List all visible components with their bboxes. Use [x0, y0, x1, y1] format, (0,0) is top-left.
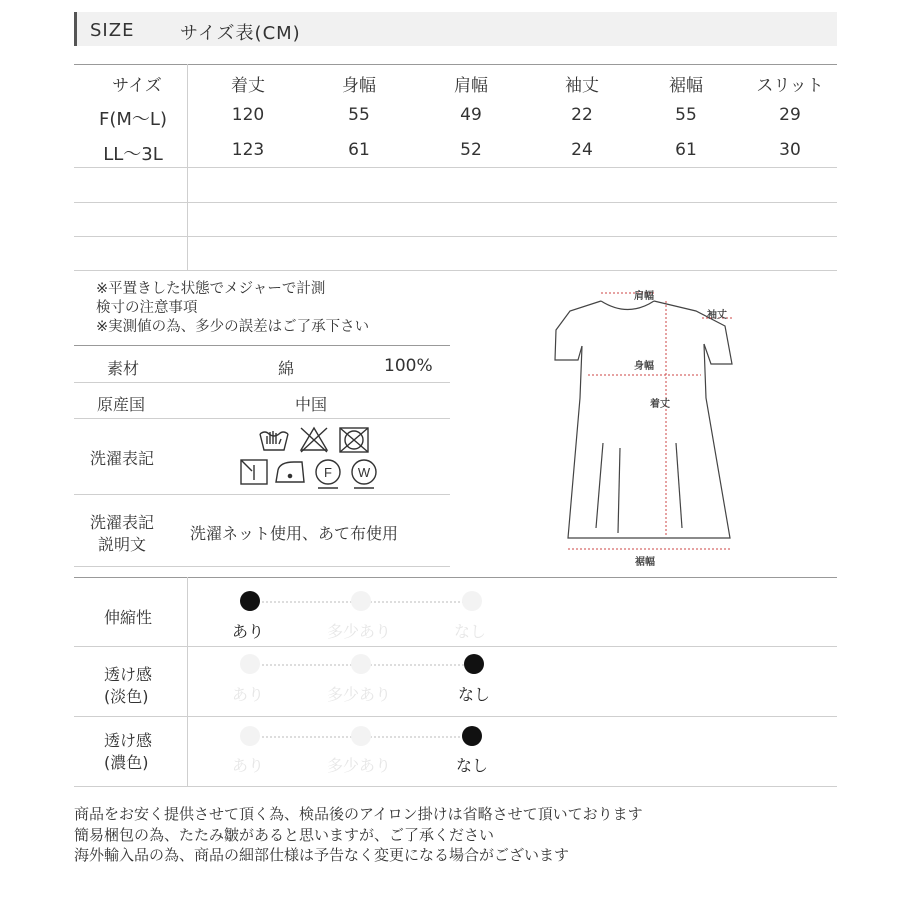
no-tumble-dry-icon [340, 428, 368, 452]
header-accent [74, 12, 77, 46]
footer-note: 海外輸入品の為、商品の細部仕様は予告なく変更になる場合がございます [74, 846, 570, 864]
table-header: 身幅 [342, 76, 376, 96]
material-percent: 100% [384, 356, 433, 376]
scale-dot [351, 654, 371, 674]
iron-low-icon [276, 462, 304, 482]
measurement-note: 検寸の注意事項 [96, 300, 198, 316]
care-desc-label: 洗濯表記 [90, 513, 155, 532]
scale-dot [351, 726, 371, 746]
length-label: 着丈 [650, 399, 670, 410]
table-cell: 29 [779, 105, 801, 125]
care-icons-row-2 [238, 456, 388, 492]
table-cell: 49 [460, 105, 482, 125]
scales-top-border [74, 577, 837, 578]
scales-divider [74, 716, 837, 717]
scale-option: あり [231, 685, 264, 704]
info-divider [74, 382, 450, 383]
info-divider [74, 418, 450, 419]
table-cell: 30 [779, 140, 801, 160]
stretch-label: 伸縮性 [104, 608, 153, 627]
table-divider [74, 167, 837, 168]
scale-option-selected: あり [231, 622, 264, 641]
page-title: SIZE [90, 20, 135, 41]
table-cell: 55 [348, 105, 370, 125]
scale-option: 多少あり [326, 685, 391, 704]
table-cell: 22 [571, 105, 593, 125]
page-subtitle: サイズ表(CM) [180, 23, 301, 44]
care-desc-value: 洗濯ネット使用、あて布使用 [190, 524, 399, 543]
scale-dot-selected [462, 726, 482, 746]
sleeve-length-label: 袖丈 [707, 310, 727, 321]
table-cell: 61 [348, 140, 370, 160]
scales-divider [74, 646, 837, 647]
table-cell: 52 [460, 140, 482, 160]
origin-value: 中国 [295, 395, 328, 414]
scale-dot-selected [464, 654, 484, 674]
scale-dot [240, 726, 260, 746]
table-header: 裾幅 [669, 76, 703, 96]
table-header: スリット [756, 76, 824, 96]
measurement-lines [568, 293, 732, 549]
table-cell: 24 [571, 140, 593, 160]
material-value: 綿 [278, 359, 295, 378]
footer-note: 簡易梱包の為、たたみ皺があると思いますが、ご了承ください [74, 826, 495, 844]
scale-option: 多少あり [326, 622, 391, 641]
scale-dot-selected [240, 591, 260, 611]
scales-column-divider [187, 577, 188, 786]
measurement-note: ※実測値の為、多少の誤差はご了承下さい [96, 319, 370, 335]
garment-diagram [548, 278, 748, 568]
origin-label: 原産国 [97, 395, 146, 414]
scale-option-selected: なし [457, 685, 490, 704]
no-bleach-icon [301, 428, 327, 452]
table-header: 肩幅 [454, 76, 488, 96]
sheer-light-label: 透け感 [104, 665, 153, 684]
scales-divider [74, 786, 837, 787]
scale-option: 多少あり [326, 756, 391, 775]
table-header: サイズ [112, 76, 162, 96]
info-top-border [74, 345, 450, 346]
table-cell: F(M～L) [99, 109, 167, 130]
scale-option: なし [453, 622, 486, 641]
wet-clean-letter: W [357, 465, 371, 480]
sheer-dark-label: 透け感 [104, 731, 153, 750]
scale-dot [240, 654, 260, 674]
table-divider [74, 236, 837, 237]
sheer-light-sublabel: (淡色) [104, 687, 149, 706]
dry-clean-letter: F [324, 465, 332, 480]
table-cell: 55 [675, 105, 697, 125]
care-desc-label: 説明文 [98, 535, 147, 554]
material-label: 素材 [107, 359, 140, 378]
table-cell: 123 [231, 140, 265, 160]
footer-note: 商品をお安く提供させて頂く為、検品後のアイロン掛けは省略させて頂いております [74, 805, 643, 823]
table-top-border [74, 64, 837, 65]
scale-dot [351, 591, 371, 611]
table-column-divider [187, 64, 188, 270]
table-cell: LL～3L [103, 144, 163, 165]
shoulder-width-label: 肩幅 [634, 291, 654, 302]
dress-outline [555, 301, 732, 538]
line-dry-shade-icon [241, 460, 267, 484]
info-divider [74, 494, 450, 495]
table-cell: 120 [231, 105, 265, 125]
info-divider [74, 566, 450, 567]
table-cell: 61 [675, 140, 697, 160]
hem-width-label: 裾幅 [635, 557, 655, 568]
scale-option: あり [231, 756, 264, 775]
table-divider [74, 202, 837, 203]
care-label: 洗濯表記 [90, 449, 155, 468]
body-width-label: 身幅 [634, 361, 654, 372]
scale-option-selected: なし [455, 756, 488, 775]
hand-wash-icon [260, 431, 288, 450]
table-header: 着丈 [231, 76, 265, 96]
table-header: 袖丈 [565, 76, 599, 96]
scale-dot [462, 591, 482, 611]
table-divider [74, 270, 837, 271]
measurement-note: ※平置きした状態でメジャーで計測 [96, 281, 326, 297]
sheer-dark-sublabel: (濃色) [104, 753, 149, 772]
care-icons-row-1 [256, 422, 376, 454]
